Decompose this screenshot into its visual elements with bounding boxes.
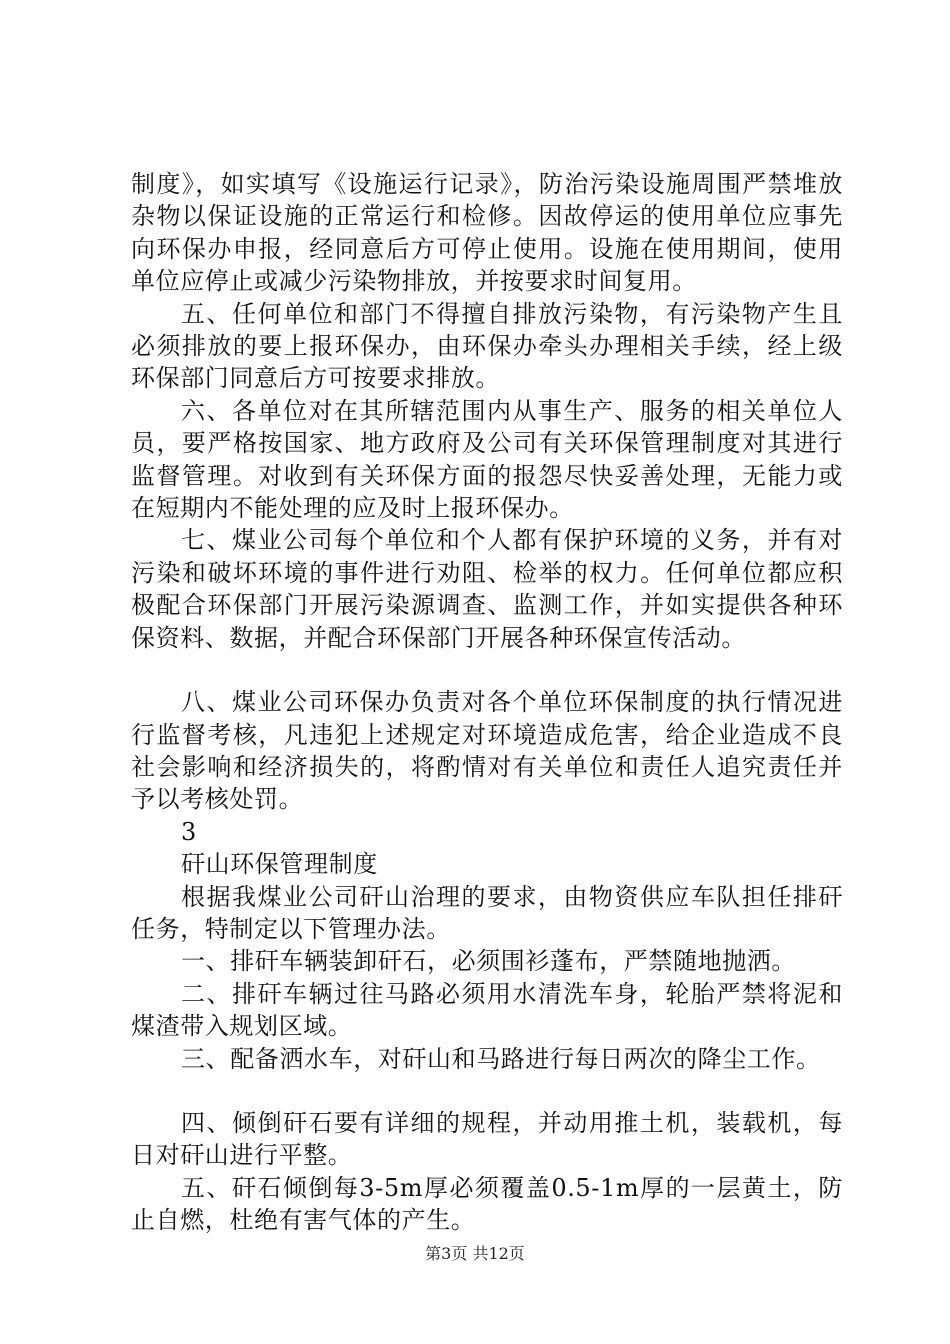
- paragraph-rule-3: 三、配备洒水车，对矸山和马路进行每日两次的降尘工作。: [181, 1044, 821, 1073]
- paragraph-item-5: 五、任何单位和部门不得擅自排放污染物，有污染物产生且必须排放的要上报环保办，由环保办牵头办理相关手续，经上级环保部门同意后方可按要求排放。: [131, 299, 843, 393]
- paragraph-rule-4: 四、倾倒矸石要有详细的规程，并动用推土机，装载机，每日对矸山进行平整。: [131, 1108, 843, 1170]
- section-number: 3: [181, 817, 197, 846]
- paragraph-item-8: 八、煤业公司环保办负责对各个单位环保制度的执行情况进行监督考核，凡违犯上述规定对环境造成危害，给企业造成不良社会影响和经济损失的，将酌情对有关单位和责任人追究责任并予以考核处罚。: [131, 688, 843, 814]
- paragraph-rule-2: 二、排矸车辆过往马路必须用水清洗车身，轮胎严禁将泥和煤渣带入规划区域。: [131, 979, 843, 1041]
- paragraph-rule-1: 一、排矸车辆装卸矸石，必须围衫蓬布，严禁随地抛洒。: [181, 947, 796, 976]
- paragraph-intro: 根据我煤业公司矸山治理的要求，由物资供应车队担任排矸任务，特制定以下管理办法。: [131, 882, 843, 943]
- paragraph-continuation: 制度》，如实填写《设施运行记录》，防治污染设施周围严禁堆放杂物以保证设施的正常运行和检修。因故停运的使用单位应事先向环保办申报，经同意后方可停止使用。设施在使用期间，使用单位应停止或减少污染物排放，并按要求时间复用。: [131, 170, 843, 296]
- paragraph-item-7: 七、煤业公司每个单位和个人都有保护环境的义务，并有对污染和破坏环境的事件进行劝阻、检举的权力。任何单位都应积极配合环保部门开展污染源调查、监测工作，并如实提供各种环保资料、数据，并配合环保部门开展各种环保宣传活动。: [131, 526, 843, 652]
- page-footer: 第3页 共12页: [425, 1244, 525, 1263]
- paragraph-item-6: 六、各单位对在其所辖范围内从事生产、服务的相关单位人员，要严格按国家、地方政府及公司有关环保管理制度对其进行监督管理。对收到有关环保方面的报怨尽快妥善处理，无能力或在短期内不能处理的应及时上报环保办。: [131, 396, 843, 523]
- section-title: 矸山环保管理制度: [181, 850, 378, 879]
- document-body: [131, 168, 843, 1237]
- paragraph-rule-5: 五、矸石倾倒每3-5m厚必须覆盖0.5-1m厚的一层黄土，防止自燃，杜绝有害气体的产生。: [131, 1173, 843, 1235]
